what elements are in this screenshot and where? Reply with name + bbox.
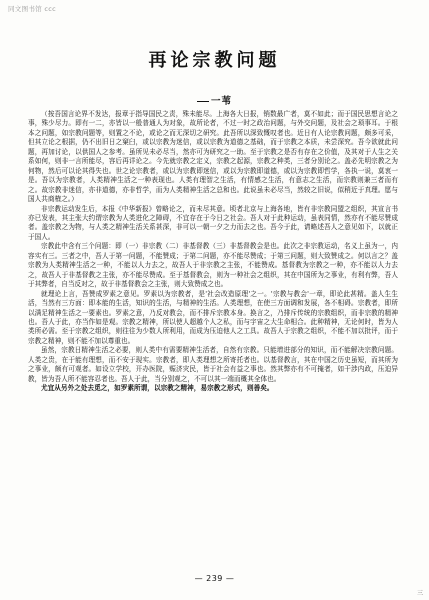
paragraph: 非宗教运动发生后，本报《中华新报》曾略论之，而未尽其意。顷者北京与上海各地，皆有非宗教同盟之组织，其宣言书亦已发表，其主张大约谓宗教为人类进化之障碍，不宜存在于今日之社会。吾人对于此种运动，虽表同情，然亦有不能尽赞成者。盖宗教之为物，与人类之精神生活关系甚深，非可以一朝一夕之力而去之也。吾今于此，请略述吾人之意见如下，以就正于国人。 bbox=[28, 204, 398, 241]
paragraph: 宗教此中含有三个问题：即（一）非宗教（二）非基督教（三）非基督教会是也。此次之非宗教运动，名义上虽为一，内容实有三。三者之中，吾人于第一问题，不能赞成；于第二问题，亦不能尽赞成；于第三问题，则大致赞成之。何以言之？盖宗教为人类精神生活之一种，不能以人力去之，故吾人于非宗教之主张，不能赞成。基督教为宗教之一种，亦不能以人力去之，故吾人于非基督教之主张，亦不能尽赞成。至于基督教会，则为一种社会之组织，其在中国所为之事业，有利有弊，吾人于其弊者，自当反对之，故于非基督教会之主张，则大致赞成之也。 bbox=[28, 242, 398, 289]
page-number: — 239 — bbox=[194, 574, 235, 583]
paragraph: （按吾国言论界不发达，报章于指导国民之责，殊未能尽。上海各大日报，销数最广者，莫不如此；而于国民思想言论之事，殊少尽力。即有一二，亦皆以一般普通人为对象，故所论者，不过一时之政治问题，与外交问题，及社会之琐事耳。于根本之问题，如宗教问题等，则置之不论，或论之而无深切之研究。此吾所以深致慨叹者也。近日有人论宗教问题，颇多可采，但其立论之根据，仍不出旧日之窠臼，或以宗教为迷信，或以宗教为道德之基础，而于宗教之本质，未尝深究。吾今欲就此问题，再加讨论，以供国人之参考。虽所见未必尽当，然亦可为研究之一助。至于宗教之是否有存在之价值，及其对于人生之关系如何，则非一言所能尽，容后再详论之。今先就宗教之定义，宗教之起源，宗教之种类，三者分别论之。盖必先明宗教之为何物，然后可以论其得失也。世之论宗教者，或以为宗教即迷信，或以为宗教即道德，或以为宗教即哲学，各执一说，莫衷一是。吾以为宗教者，人类精神生活之一种表现也。人类有理智之生活，有情感之生活，有意志之生活，而宗教则兼三者而有之。故宗教非迷信，亦非道德，亦非哲学，而为人类精神生活之总和也。此说虽未必尽当，然较之旧说，似稍近于真理。愿与国人共商榷之。） bbox=[28, 110, 398, 204]
author-name: 一苇 bbox=[210, 96, 232, 107]
paragraph: 尤宜从另外之处去觅之，如罗素所谓，以宗教之精神，易宗教之形式，则善矣。 bbox=[41, 384, 274, 393]
article-title: 再论宗教问题 bbox=[148, 50, 281, 71]
paragraph: 就理论上言，吾赞成罗素之意见。罗素以为宗教者，是'社会改造原理'之一。'宗教与教会'一章，即论此甚精。盖人生生活，当然有三方面：即本能的生活，知识的生活，与精神的生活。人类理想，在使三方面调和发展，各不相碍。宗教者，即所以满足精神生活之一要素也。罗素之意，乃反对教会，而不排斥宗教本身。换言之，乃排斥传统的宗教组织，而非宗教的精神也。吾人于此，亦当作如是观。宗教之精神，所以使人超越个人之私，而与宇宙之大生命相合。此种精神，无论何时，皆为人类所必需。至于宗教之组织，则往往为少数人所利用，而成为压迫他人之工具。故吾人于宗教之组织，不能不加以批评，而于宗教之精神，则不能不加以尊重也。 bbox=[28, 289, 398, 345]
dash-mark bbox=[197, 101, 209, 102]
watermark: 同文图书馆 ccc bbox=[8, 5, 56, 13]
article-body bbox=[28, 110, 398, 394]
paragraph: 虽然，宗教日精神生活之必要，则人类中有需要精神生活者，自然有宗教。只能增进部分的知识，而不能解决宗教问题。人类之贵，在于能有理想，而不安于现实。宗教者，即人类理想之所寄托者也。以基督教言，其在中国之历史虽短，而其所为之事业，颇有可观者。如设立学校，开办医院，赈济灾民，皆于社会有益之事也。然其弊亦有不可掩者，如干涉内政，压迫异教，皆为吾人所不能容忍者也。吾人于此，当分别观之，不可以其一端而概其全体也。 bbox=[28, 346, 398, 383]
margin-mark: 三 bbox=[416, 590, 423, 597]
author-line bbox=[0, 93, 429, 107]
